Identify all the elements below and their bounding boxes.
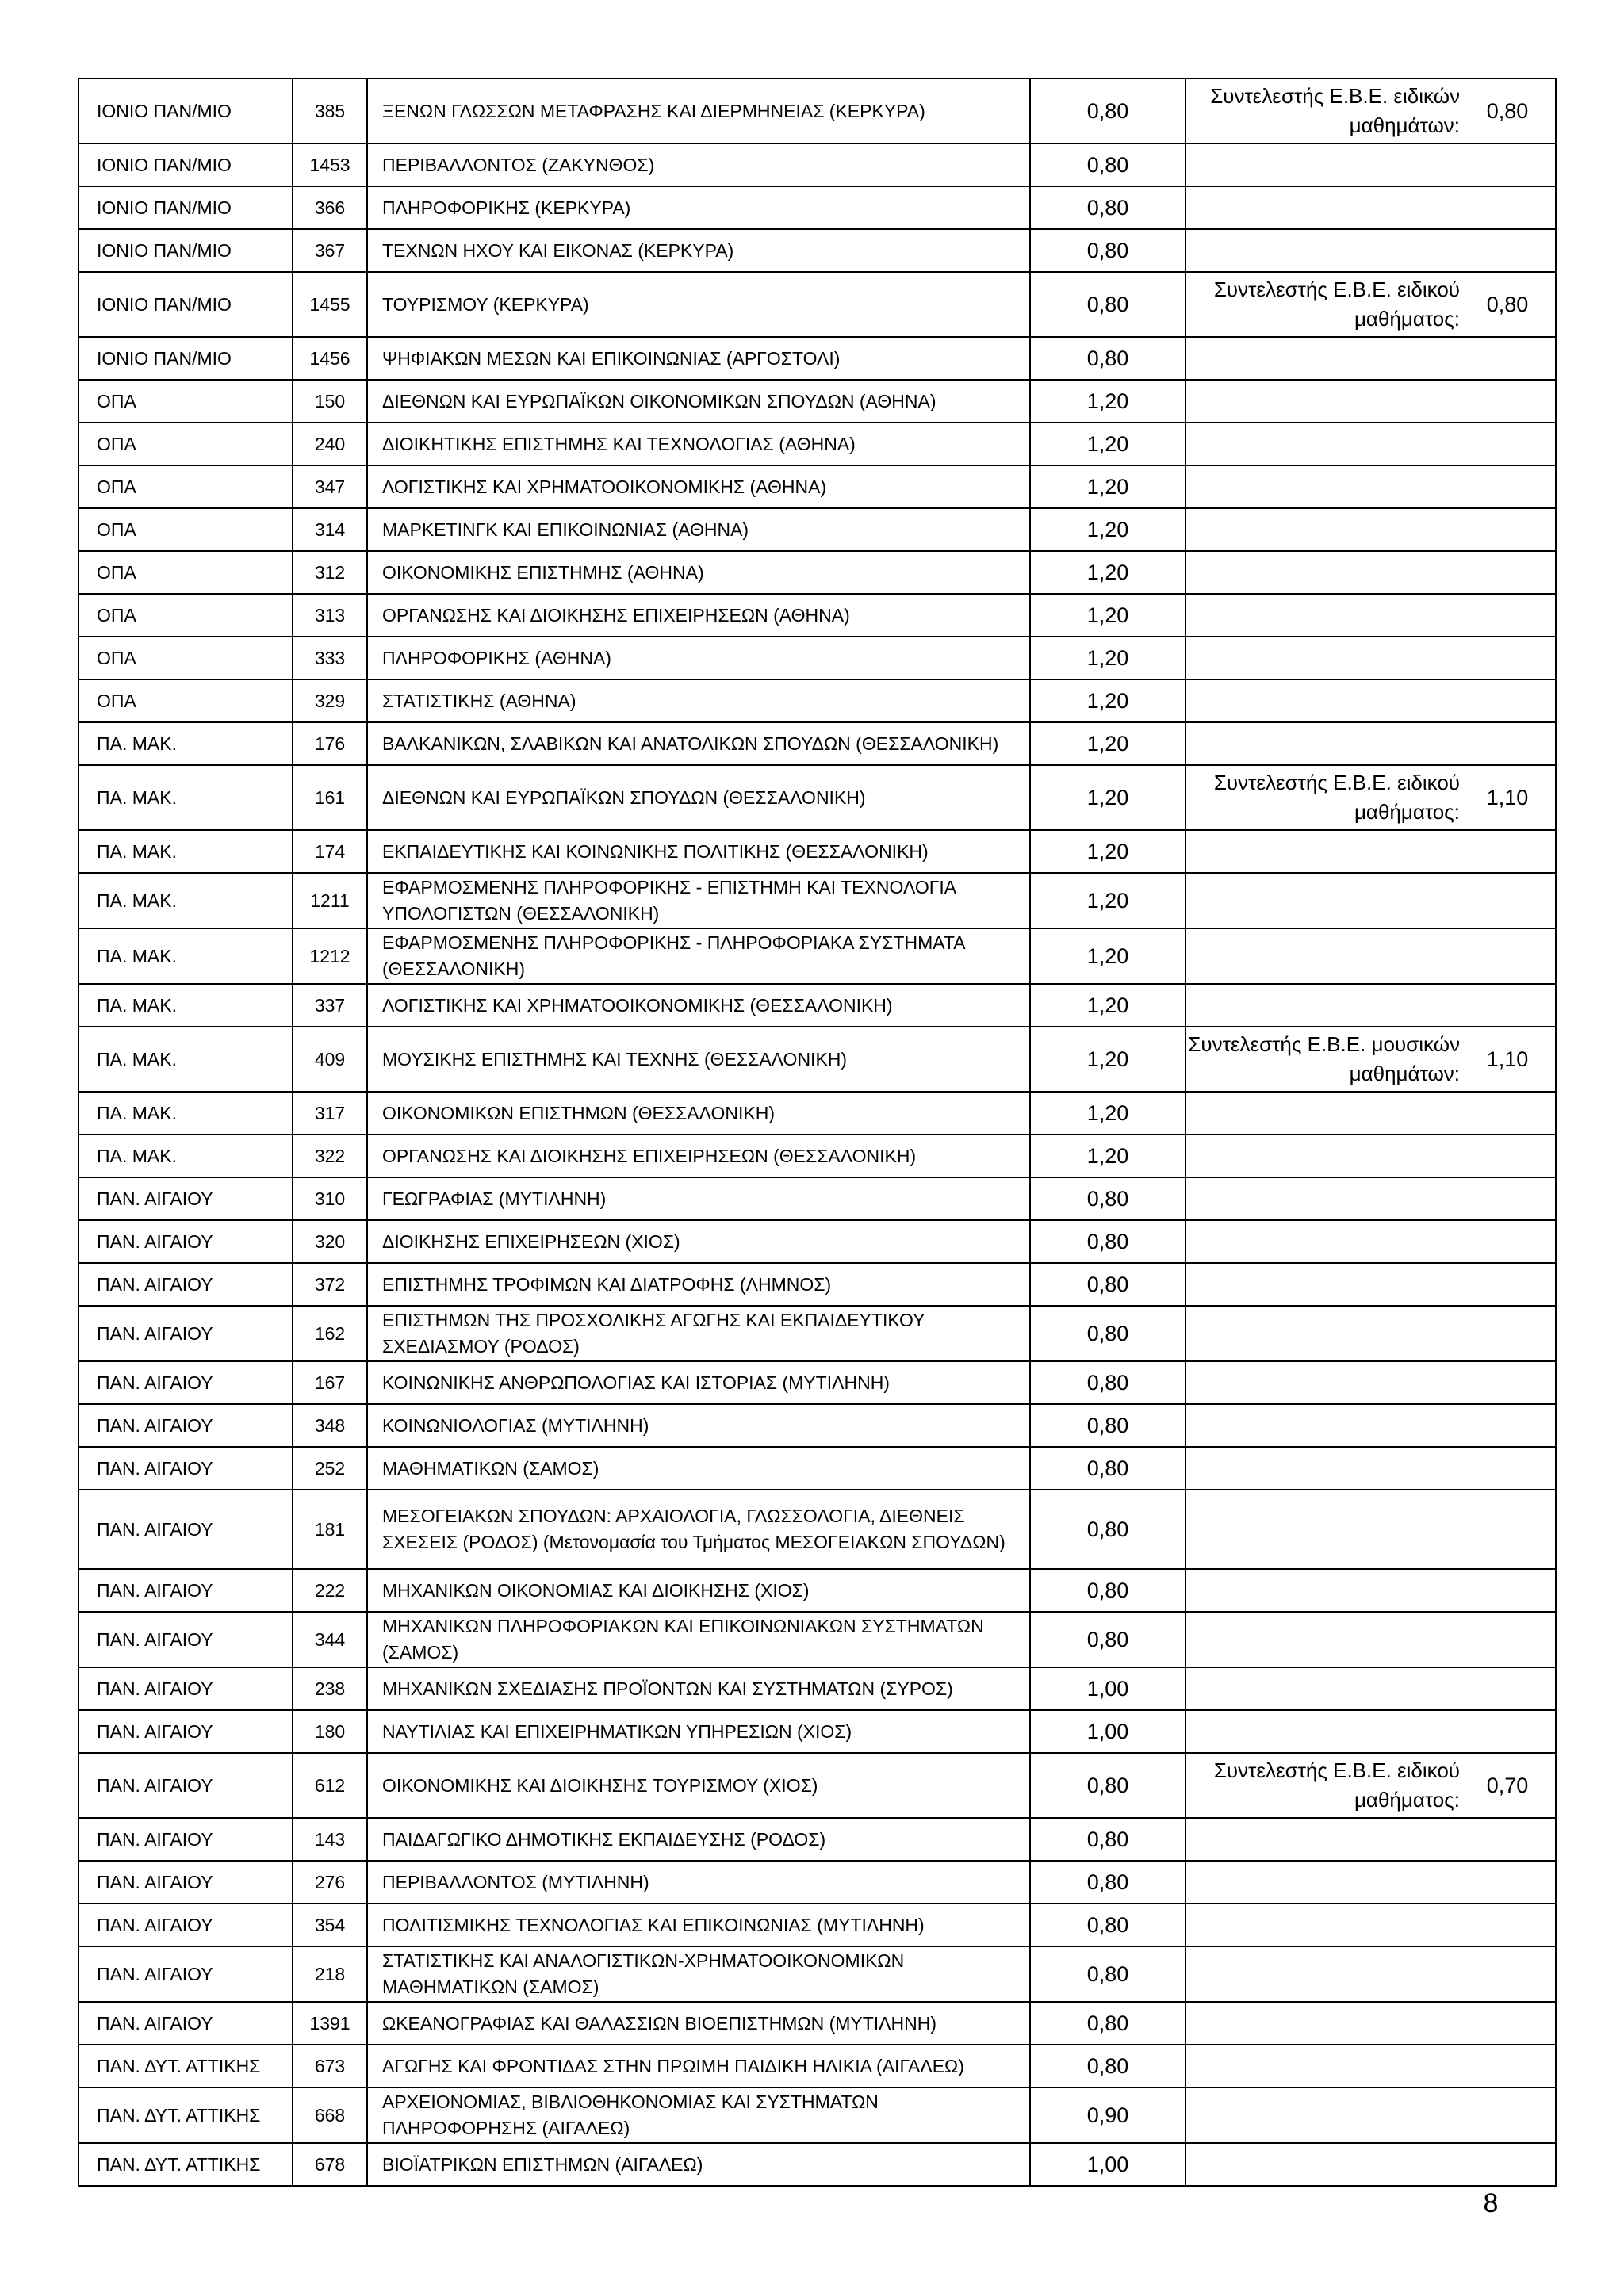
code-cell: 612 bbox=[293, 1753, 367, 1818]
note-label: Συντελεστής Ε.Β.Ε. ειδικού μαθήματος: bbox=[1213, 1758, 1460, 1812]
note-cell bbox=[1185, 873, 1556, 928]
code-cell: 367 bbox=[293, 229, 367, 272]
note-cell bbox=[1185, 229, 1556, 272]
note-value: 0,70 bbox=[1486, 1773, 1529, 1797]
department-cell: ΓΕΩΓΡΑΦΙΑΣ (ΜΥΤΙΛΗΝΗ) bbox=[367, 1177, 1030, 1220]
note-cell bbox=[1185, 1861, 1556, 1904]
table-row bbox=[79, 1220, 1556, 1263]
institution-cell: ΠΑΝ. ΔΥΤ. ΑΤΤΙΚΗΣ bbox=[79, 2087, 293, 2143]
coefficient-cell: 1,00 bbox=[1030, 1667, 1185, 1710]
note-cell bbox=[1185, 1569, 1556, 1612]
institution-cell: ΟΠΑ bbox=[79, 594, 293, 637]
department-cell: ΟΙΚΟΝΟΜΙΚΗΣ ΚΑΙ ΔΙΟΙΚΗΣΗΣ ΤΟΥΡΙΣΜΟΥ (ΧΙΟΣ) bbox=[367, 1753, 1030, 1818]
table-row bbox=[79, 1447, 1556, 1490]
code-cell: 143 bbox=[293, 1818, 367, 1861]
note-cell bbox=[1185, 2087, 1556, 2143]
institution-cell: ΠΑ. ΜΑΚ. bbox=[79, 873, 293, 928]
coefficient-cell: 1,20 bbox=[1030, 873, 1185, 928]
institution-cell: ΟΠΑ bbox=[79, 551, 293, 594]
note-label: Συντελεστής Ε.Β.Ε. ειδικών μαθημάτων: bbox=[1210, 84, 1460, 137]
note-value: 1,10 bbox=[1486, 785, 1529, 809]
table-row bbox=[79, 1361, 1556, 1404]
table-row bbox=[79, 551, 1556, 594]
code-cell: 329 bbox=[293, 679, 367, 722]
code-cell: 1211 bbox=[293, 873, 367, 928]
coefficient-cell: 0,80 bbox=[1030, 2045, 1185, 2087]
note-cell bbox=[1185, 186, 1556, 229]
code-cell: 668 bbox=[293, 2087, 367, 2143]
code-cell: 673 bbox=[293, 2045, 367, 2087]
department-cell: ΒΑΛΚΑΝΙΚΩΝ, ΣΛΑΒΙΚΩΝ ΚΑΙ ΑΝΑΤΟΛΙΚΩΝ ΣΠΟΥΔΩΝ (ΘΕΣΣΑΛΟΝΙΚΗ) bbox=[367, 722, 1030, 765]
note-content bbox=[1186, 275, 1555, 334]
note-content bbox=[1186, 768, 1555, 827]
institution-cell: ΟΠΑ bbox=[79, 465, 293, 508]
coefficient-cell: 1,00 bbox=[1030, 2143, 1185, 2186]
institution-cell: ΠΑ. ΜΑΚ. bbox=[79, 765, 293, 830]
table-row bbox=[79, 1612, 1556, 1667]
table-row bbox=[79, 984, 1556, 1027]
coefficient-cell: 0,80 bbox=[1030, 1447, 1185, 1490]
institution-cell: ΟΠΑ bbox=[79, 679, 293, 722]
coefficient-cell: 1,20 bbox=[1030, 830, 1185, 873]
code-cell: 238 bbox=[293, 1667, 367, 1710]
note-cell bbox=[1185, 1904, 1556, 1946]
coefficient-cell: 0,80 bbox=[1030, 1612, 1185, 1667]
note-cell bbox=[1185, 551, 1556, 594]
note-cell bbox=[1185, 1753, 1556, 1818]
note-cell bbox=[1185, 78, 1556, 144]
coefficient-cell: 0,80 bbox=[1030, 1263, 1185, 1306]
code-cell: 1453 bbox=[293, 144, 367, 186]
code-cell: 162 bbox=[293, 1306, 367, 1361]
institution-cell: ΙΟΝΙΟ ΠΑΝ/ΜΙΟ bbox=[79, 144, 293, 186]
coefficient-cell: 0,80 bbox=[1030, 1306, 1185, 1361]
note-value: 0,80 bbox=[1486, 98, 1529, 123]
department-cell: ΟΙΚΟΝΟΜΙΚΩΝ ΕΠΙΣΤΗΜΩΝ (ΘΕΣΣΑΛΟΝΙΚΗ) bbox=[367, 1092, 1030, 1135]
table-row bbox=[79, 1667, 1556, 1710]
coefficient-cell: 0,80 bbox=[1030, 272, 1185, 337]
table-row bbox=[79, 873, 1556, 928]
department-cell: ΜΗΧΑΝΙΚΩΝ ΟΙΚΟΝΟΜΙΑΣ ΚΑΙ ΔΙΟΙΚΗΣΗΣ (ΧΙΟΣ) bbox=[367, 1569, 1030, 1612]
institution-cell: ΠΑ. ΜΑΚ. bbox=[79, 1135, 293, 1177]
department-cell: ΜΑΘΗΜΑΤΙΚΩΝ (ΣΑΜΟΣ) bbox=[367, 1447, 1030, 1490]
table-row bbox=[79, 637, 1556, 679]
coefficient-cell: 0,80 bbox=[1030, 1904, 1185, 1946]
department-cell: ΠΕΡΙΒΑΛΛΟΝΤΟΣ (ΖΑΚΥΝΘΟΣ) bbox=[367, 144, 1030, 186]
department-cell: ΛΟΓΙΣΤΙΚΗΣ ΚΑΙ ΧΡΗΜΑΤΟΟΙΚΟΝΟΜΙΚΗΣ (ΘΕΣΣΑΛΟΝΙΚΗ) bbox=[367, 984, 1030, 1027]
table-row bbox=[79, 144, 1556, 186]
note-content bbox=[1186, 1756, 1555, 1815]
table-row bbox=[79, 1710, 1556, 1753]
code-cell: 409 bbox=[293, 1027, 367, 1092]
code-cell: 276 bbox=[293, 1861, 367, 1904]
note-cell bbox=[1185, 1306, 1556, 1361]
table-row bbox=[79, 1861, 1556, 1904]
coefficient-cell: 0,80 bbox=[1030, 186, 1185, 229]
department-cell: ΜΗΧΑΝΙΚΩΝ ΠΛΗΡΟΦΟΡΙΑΚΩΝ ΚΑΙ ΕΠΙΚΟΙΝΩΝΙΑΚΩΝ ΣΥΣΤΗΜΑΤΩΝ (ΣΑΜΟΣ) bbox=[367, 1612, 1030, 1667]
department-cell: ΠΑΙΔΑΓΩΓΙΚΟ ΔΗΜΟΤΙΚΗΣ ΕΚΠΑΙΔΕΥΣΗΣ (ΡΟΔΟΣ) bbox=[367, 1818, 1030, 1861]
table-row bbox=[79, 186, 1556, 229]
institution-cell: ΠΑΝ. ΑΙΓΑΙΟΥ bbox=[79, 1177, 293, 1220]
code-cell: 312 bbox=[293, 551, 367, 594]
department-cell: ΔΙΟΙΚΗΤΙΚΗΣ ΕΠΙΣΤΗΜΗΣ ΚΑΙ ΤΕΧΝΟΛΟΓΙΑΣ (ΑΘΗΝΑ) bbox=[367, 423, 1030, 465]
note-cell bbox=[1185, 1612, 1556, 1667]
coefficient-cell: 1,00 bbox=[1030, 1710, 1185, 1753]
note-cell bbox=[1185, 594, 1556, 637]
note-label: Συντελεστής Ε.Β.Ε. μουσικών μαθημάτων: bbox=[1188, 1032, 1460, 1085]
department-cell: ΕΦΑΡΜΟΣΜΕΝΗΣ ΠΛΗΡΟΦΟΡΙΚΗΣ - ΕΠΙΣΤΗΜΗ ΚΑΙ ΤΕΧΝΟΛΟΓΙΑ ΥΠΟΛΟΓΙΣΤΩΝ (ΘΕΣΣΑΛΟΝΙΚΗ) bbox=[367, 873, 1030, 928]
department-cell: ΑΡΧΕΙΟΝΟΜΙΑΣ, ΒΙΒΛΙΟΘΗΚΟΝΟΜΙΑΣ ΚΑΙ ΣΥΣΤΗΜΑΤΩΝ ΠΛΗΡΟΦΟΡΗΣΗΣ (ΑΙΓΑΛΕΩ) bbox=[367, 2087, 1030, 2143]
coefficient-cell: 1,20 bbox=[1030, 1092, 1185, 1135]
coefficient-cell: 0,80 bbox=[1030, 1569, 1185, 1612]
table-body bbox=[79, 78, 1556, 2186]
code-cell: 313 bbox=[293, 594, 367, 637]
coefficient-cell: 0,80 bbox=[1030, 229, 1185, 272]
institution-cell: ΠΑΝ. ΑΙΓΑΙΟΥ bbox=[79, 1569, 293, 1612]
department-cell: ΕΦΑΡΜΟΣΜΕΝΗΣ ΠΛΗΡΟΦΟΡΙΚΗΣ - ΠΛΗΡΟΦΟΡΙΑΚΑ ΣΥΣΤΗΜΑΤΑ (ΘΕΣΣΑΛΟΝΙΚΗ) bbox=[367, 928, 1030, 984]
institution-cell: ΠΑΝ. ΑΙΓΑΙΟΥ bbox=[79, 1306, 293, 1361]
note-cell bbox=[1185, 337, 1556, 380]
department-cell: ΟΡΓΑΝΩΣΗΣ ΚΑΙ ΔΙΟΙΚΗΣΗΣ ΕΠΙΧΕΙΡΗΣΕΩΝ (ΑΘΗΝΑ) bbox=[367, 594, 1030, 637]
department-cell: ΔΙΟΙΚΗΣΗΣ ΕΠΙΧΕΙΡΗΣΕΩΝ (ΧΙΟΣ) bbox=[367, 1220, 1030, 1263]
note-cell bbox=[1185, 1361, 1556, 1404]
note-cell bbox=[1185, 637, 1556, 679]
coefficient-cell: 0,80 bbox=[1030, 1861, 1185, 1904]
note-value: 0,80 bbox=[1486, 292, 1529, 316]
institution-cell: ΠΑ. ΜΑΚ. bbox=[79, 1092, 293, 1135]
note-cell bbox=[1185, 465, 1556, 508]
table-row bbox=[79, 272, 1556, 337]
table-row bbox=[79, 337, 1556, 380]
coefficient-cell: 1,20 bbox=[1030, 679, 1185, 722]
note-cell bbox=[1185, 2045, 1556, 2087]
department-cell: ΝΑΥΤΙΛΙΑΣ ΚΑΙ ΕΠΙΧΕΙΡΗΜΑΤΙΚΩΝ ΥΠΗΡΕΣΙΩΝ (ΧΙΟΣ) bbox=[367, 1710, 1030, 1753]
table-row bbox=[79, 508, 1556, 551]
coefficient-cell: 0,80 bbox=[1030, 78, 1185, 144]
code-cell: 320 bbox=[293, 1220, 367, 1263]
department-cell: ΔΙΕΘΝΩΝ ΚΑΙ ΕΥΡΩΠΑΪΚΩΝ ΟΙΚΟΝΟΜΙΚΩΝ ΣΠΟΥΔΩΝ (ΑΘΗΝΑ) bbox=[367, 380, 1030, 423]
coefficient-cell: 0,80 bbox=[1030, 1946, 1185, 2002]
coefficient-cell: 0,80 bbox=[1030, 1490, 1185, 1569]
department-cell: ΔΙΕΘΝΩΝ ΚΑΙ ΕΥΡΩΠΑΪΚΩΝ ΣΠΟΥΔΩΝ (ΘΕΣΣΑΛΟΝΙΚΗ) bbox=[367, 765, 1030, 830]
department-cell: ΠΛΗΡΟΦΟΡΙΚΗΣ (ΑΘΗΝΑ) bbox=[367, 637, 1030, 679]
coefficient-cell: 1,20 bbox=[1030, 551, 1185, 594]
code-cell: 240 bbox=[293, 423, 367, 465]
code-cell: 344 bbox=[293, 1612, 367, 1667]
department-cell: ΟΡΓΑΝΩΣΗΣ ΚΑΙ ΔΙΟΙΚΗΣΗΣ ΕΠΙΧΕΙΡΗΣΕΩΝ (ΘΕΣΣΑΛΟΝΙΚΗ) bbox=[367, 1135, 1030, 1177]
coefficient-cell: 0,80 bbox=[1030, 2002, 1185, 2045]
institution-cell: ΟΠΑ bbox=[79, 637, 293, 679]
coefficient-cell: 0,80 bbox=[1030, 1404, 1185, 1447]
table-row bbox=[79, 2045, 1556, 2087]
note-content bbox=[1186, 82, 1555, 140]
coefficient-cell: 1,20 bbox=[1030, 722, 1185, 765]
table-row bbox=[79, 1306, 1556, 1361]
note-cell bbox=[1185, 679, 1556, 722]
institution-cell: ΠΑΝ. ΑΙΓΑΙΟΥ bbox=[79, 1904, 293, 1946]
institution-cell: ΠΑΝ. ΑΙΓΑΙΟΥ bbox=[79, 1667, 293, 1710]
table-row bbox=[79, 928, 1556, 984]
institution-cell: ΙΟΝΙΟ ΠΑΝ/ΜΙΟ bbox=[79, 229, 293, 272]
table-row bbox=[79, 423, 1556, 465]
code-cell: 317 bbox=[293, 1092, 367, 1135]
department-cell: ΕΚΠΑΙΔΕΥΤΙΚΗΣ ΚΑΙ ΚΟΙΝΩΝΙΚΗΣ ΠΟΛΙΤΙΚΗΣ (ΘΕΣΣΑΛΟΝΙΚΗ) bbox=[367, 830, 1030, 873]
department-cell: ΚΟΙΝΩΝΙΟΛΟΓΙΑΣ (ΜΥΤΙΛΗΝΗ) bbox=[367, 1404, 1030, 1447]
code-cell: 322 bbox=[293, 1135, 367, 1177]
coefficient-cell: 1,20 bbox=[1030, 380, 1185, 423]
institution-cell: ΙΟΝΙΟ ΠΑΝ/ΜΙΟ bbox=[79, 78, 293, 144]
coefficient-cell: 0,80 bbox=[1030, 1361, 1185, 1404]
code-cell: 1456 bbox=[293, 337, 367, 380]
department-cell: ΣΤΑΤΙΣΤΙΚΗΣ (ΑΘΗΝΑ) bbox=[367, 679, 1030, 722]
note-cell bbox=[1185, 2002, 1556, 2045]
institution-cell: ΠΑΝ. ΑΙΓΑΙΟΥ bbox=[79, 1753, 293, 1818]
note-cell bbox=[1185, 272, 1556, 337]
coefficient-cell: 0,80 bbox=[1030, 1753, 1185, 1818]
department-cell: ΕΠΙΣΤΗΜΩΝ ΤΗΣ ΠΡΟΣΧΟΛΙΚΗΣ ΑΓΩΓΗΣ ΚΑΙ ΕΚΠΑΙΔΕΥΤΙΚΟΥ ΣΧΕΔΙΑΣΜΟΥ (ΡΟΔΟΣ) bbox=[367, 1306, 1030, 1361]
institution-cell: ΠΑΝ. ΑΙΓΑΙΟΥ bbox=[79, 1818, 293, 1861]
note-cell bbox=[1185, 1092, 1556, 1135]
institution-cell: ΠΑΝ. ΑΙΓΑΙΟΥ bbox=[79, 1220, 293, 1263]
department-cell: ΠΕΡΙΒΑΛΛΟΝΤΟΣ (ΜΥΤΙΛΗΝΗ) bbox=[367, 1861, 1030, 1904]
code-cell: 222 bbox=[293, 1569, 367, 1612]
coefficient-cell: 1,20 bbox=[1030, 508, 1185, 551]
department-cell: ΛΟΓΙΣΤΙΚΗΣ ΚΑΙ ΧΡΗΜΑΤΟΟΙΚΟΝΟΜΙΚΗΣ (ΑΘΗΝΑ) bbox=[367, 465, 1030, 508]
code-cell: 372 bbox=[293, 1263, 367, 1306]
code-cell: 385 bbox=[293, 78, 367, 144]
department-cell: ΜΕΣΟΓΕΙΑΚΩΝ ΣΠΟΥΔΩΝ: ΑΡΧΑΙΟΛΟΓΙΑ, ΓΛΩΣΣΟΛΟΓΙΑ, ΔΙΕΘΝΕΙΣ ΣΧΕΣΕΙΣ (ΡΟΔΟΣ) (Μετονομασία του Τμήματος ΜΕΣΟΓΕΙΑΚΩΝ ΣΠΟΥΔΩΝ) bbox=[367, 1490, 1030, 1569]
note-cell bbox=[1185, 722, 1556, 765]
coefficient-cell: 1,20 bbox=[1030, 765, 1185, 830]
note-cell bbox=[1185, 144, 1556, 186]
institution-cell: ΠΑΝ. ΑΙΓΑΙΟΥ bbox=[79, 1447, 293, 1490]
note-cell bbox=[1185, 830, 1556, 873]
table-row bbox=[79, 1135, 1556, 1177]
note-cell bbox=[1185, 1027, 1556, 1092]
department-cell: ΚΟΙΝΩΝΙΚΗΣ ΑΝΘΡΩΠΟΛΟΓΙΑΣ ΚΑΙ ΙΣΤΟΡΙΑΣ (ΜΥΤΙΛΗΝΗ) bbox=[367, 1361, 1030, 1404]
department-cell: ΜΑΡΚΕΤΙΝΓΚ ΚΑΙ ΕΠΙΚΟΙΝΩΝΙΑΣ (ΑΘΗΝΑ) bbox=[367, 508, 1030, 551]
code-cell: 174 bbox=[293, 830, 367, 873]
departments-table bbox=[78, 78, 1557, 2187]
institution-cell: ΠΑΝ. ΔΥΤ. ΑΤΤΙΚΗΣ bbox=[79, 2143, 293, 2186]
department-cell: ΞΕΝΩΝ ΓΛΩΣΣΩΝ ΜΕΤΑΦΡΑΣΗΣ ΚΑΙ ΔΙΕΡΜΗΝΕΙΑΣ (ΚΕΡΚΥΡΑ) bbox=[367, 78, 1030, 144]
institution-cell: ΠΑΝ. ΑΙΓΑΙΟΥ bbox=[79, 2002, 293, 2045]
department-cell: ΩΚΕΑΝΟΓΡΑΦΙΑΣ ΚΑΙ ΘΑΛΑΣΣΙΩΝ ΒΙΟΕΠΙΣΤΗΜΩΝ (ΜΥΤΙΛΗΝΗ) bbox=[367, 2002, 1030, 2045]
coefficient-cell: 0,80 bbox=[1030, 337, 1185, 380]
table-row bbox=[79, 765, 1556, 830]
coefficient-cell: 1,20 bbox=[1030, 423, 1185, 465]
code-cell: 354 bbox=[293, 1904, 367, 1946]
table-row bbox=[79, 594, 1556, 637]
department-cell: ΠΛΗΡΟΦΟΡΙΚΗΣ (ΚΕΡΚΥΡΑ) bbox=[367, 186, 1030, 229]
table-row bbox=[79, 1404, 1556, 1447]
table-row bbox=[79, 1490, 1556, 1569]
institution-cell: ΠΑ. ΜΑΚ. bbox=[79, 928, 293, 984]
coefficient-cell: 1,20 bbox=[1030, 637, 1185, 679]
note-cell bbox=[1185, 1263, 1556, 1306]
department-cell: ΕΠΙΣΤΗΜΗΣ ΤΡΟΦΙΜΩΝ ΚΑΙ ΔΙΑΤΡΟΦΗΣ (ΛΗΜΝΟΣ) bbox=[367, 1263, 1030, 1306]
note-cell bbox=[1185, 2143, 1556, 2186]
table-row bbox=[79, 1177, 1556, 1220]
institution-cell: ΠΑΝ. ΑΙΓΑΙΟΥ bbox=[79, 1946, 293, 2002]
note-cell bbox=[1185, 1447, 1556, 1490]
coefficient-cell: 1,20 bbox=[1030, 1135, 1185, 1177]
note-content bbox=[1186, 1030, 1555, 1089]
institution-cell: ΠΑ. ΜΑΚ. bbox=[79, 984, 293, 1027]
institution-cell: ΟΠΑ bbox=[79, 423, 293, 465]
code-cell: 176 bbox=[293, 722, 367, 765]
note-cell bbox=[1185, 1135, 1556, 1177]
coefficient-cell: 1,20 bbox=[1030, 465, 1185, 508]
code-cell: 252 bbox=[293, 1447, 367, 1490]
table-row bbox=[79, 1753, 1556, 1818]
department-cell: ΜΗΧΑΝΙΚΩΝ ΣΧΕΔΙΑΣΗΣ ΠΡΟΪΟΝΤΩΝ ΚΑΙ ΣΥΣΤΗΜΑΤΩΝ (ΣΥΡΟΣ) bbox=[367, 1667, 1030, 1710]
code-cell: 678 bbox=[293, 2143, 367, 2186]
table-row bbox=[79, 380, 1556, 423]
note-cell bbox=[1185, 380, 1556, 423]
table-row bbox=[79, 2087, 1556, 2143]
department-cell: ΤΕΧΝΩΝ ΗΧΟΥ ΚΑΙ ΕΙΚΟΝΑΣ (ΚΕΡΚΥΡΑ) bbox=[367, 229, 1030, 272]
note-cell bbox=[1185, 1818, 1556, 1861]
department-cell: ΜΟΥΣΙΚΗΣ ΕΠΙΣΤΗΜΗΣ ΚΑΙ ΤΕΧΝΗΣ (ΘΕΣΣΑΛΟΝΙΚΗ) bbox=[367, 1027, 1030, 1092]
table-row bbox=[79, 1946, 1556, 2002]
code-cell: 337 bbox=[293, 984, 367, 1027]
code-cell: 218 bbox=[293, 1946, 367, 2002]
table-row bbox=[79, 2002, 1556, 2045]
note-cell bbox=[1185, 1177, 1556, 1220]
institution-cell: ΠΑΝ. ΑΙΓΑΙΟΥ bbox=[79, 1404, 293, 1447]
code-cell: 150 bbox=[293, 380, 367, 423]
note-label: Συντελεστής Ε.Β.Ε. ειδικού μαθήματος: bbox=[1213, 277, 1460, 331]
table-row bbox=[79, 1092, 1556, 1135]
institution-cell: ΠΑ. ΜΑΚ. bbox=[79, 1027, 293, 1092]
department-cell: ΨΗΦΙΑΚΩΝ ΜΕΣΩΝ ΚΑΙ ΕΠΙΚΟΙΝΩΝΙΑΣ (ΑΡΓΟΣΤΟΛΙ) bbox=[367, 337, 1030, 380]
institution-cell: ΠΑΝ. ΑΙΓΑΙΟΥ bbox=[79, 1490, 293, 1569]
institution-cell: ΙΟΝΙΟ ΠΑΝ/ΜΙΟ bbox=[79, 337, 293, 380]
institution-cell: ΠΑΝ. ΑΙΓΑΙΟΥ bbox=[79, 1861, 293, 1904]
coefficient-cell: 0,80 bbox=[1030, 1220, 1185, 1263]
code-cell: 161 bbox=[293, 765, 367, 830]
note-cell bbox=[1185, 1404, 1556, 1447]
institution-cell: ΟΠΑ bbox=[79, 508, 293, 551]
institution-cell: ΠΑΝ. ΑΙΓΑΙΟΥ bbox=[79, 1263, 293, 1306]
institution-cell: ΠΑΝ. ΔΥΤ. ΑΤΤΙΚΗΣ bbox=[79, 2045, 293, 2087]
department-cell: ΠΟΛΙΤΙΣΜΙΚΗΣ ΤΕΧΝΟΛΟΓΙΑΣ ΚΑΙ ΕΠΙΚΟΙΝΩΝΙΑΣ (ΜΥΤΙΛΗΝΗ) bbox=[367, 1904, 1030, 1946]
code-cell: 180 bbox=[293, 1710, 367, 1753]
note-label: Συντελεστής Ε.Β.Ε. ειδικού μαθήματος: bbox=[1213, 771, 1460, 824]
table-row bbox=[79, 679, 1556, 722]
code-cell: 366 bbox=[293, 186, 367, 229]
coefficient-cell: 0,80 bbox=[1030, 144, 1185, 186]
table-row bbox=[79, 229, 1556, 272]
code-cell: 347 bbox=[293, 465, 367, 508]
code-cell: 348 bbox=[293, 1404, 367, 1447]
note-cell bbox=[1185, 1667, 1556, 1710]
table-row bbox=[79, 1263, 1556, 1306]
coefficient-cell: 1,20 bbox=[1030, 984, 1185, 1027]
institution-cell: ΙΟΝΙΟ ΠΑΝ/ΜΙΟ bbox=[79, 272, 293, 337]
note-cell bbox=[1185, 1946, 1556, 2002]
note-value: 1,10 bbox=[1486, 1047, 1529, 1071]
code-cell: 181 bbox=[293, 1490, 367, 1569]
note-cell bbox=[1185, 984, 1556, 1027]
coefficient-cell: 1,20 bbox=[1030, 1027, 1185, 1092]
note-cell bbox=[1185, 1490, 1556, 1569]
code-cell: 1455 bbox=[293, 272, 367, 337]
table-row bbox=[79, 830, 1556, 873]
coefficient-cell: 0,80 bbox=[1030, 1818, 1185, 1861]
code-cell: 314 bbox=[293, 508, 367, 551]
institution-cell: ΠΑΝ. ΑΙΓΑΙΟΥ bbox=[79, 1612, 293, 1667]
institution-cell: ΠΑ. ΜΑΚ. bbox=[79, 830, 293, 873]
table-row bbox=[79, 465, 1556, 508]
code-cell: 333 bbox=[293, 637, 367, 679]
institution-cell: ΟΠΑ bbox=[79, 380, 293, 423]
table-row bbox=[79, 1027, 1556, 1092]
code-cell: 310 bbox=[293, 1177, 367, 1220]
note-cell bbox=[1185, 765, 1556, 830]
coefficient-cell: 1,20 bbox=[1030, 928, 1185, 984]
institution-cell: ΠΑΝ. ΑΙΓΑΙΟΥ bbox=[79, 1710, 293, 1753]
table-row bbox=[79, 1818, 1556, 1861]
note-cell bbox=[1185, 1710, 1556, 1753]
code-cell: 1391 bbox=[293, 2002, 367, 2045]
institution-cell: ΠΑ. ΜΑΚ. bbox=[79, 722, 293, 765]
department-cell: ΑΓΩΓΗΣ ΚΑΙ ΦΡΟΝΤΙΔΑΣ ΣΤΗΝ ΠΡΩΙΜΗ ΠΑΙΔΙΚΗ ΗΛΙΚΙΑ (ΑΙΓΑΛΕΩ) bbox=[367, 2045, 1030, 2087]
note-cell bbox=[1185, 928, 1556, 984]
department-cell: ΤΟΥΡΙΣΜΟΥ (ΚΕΡΚΥΡΑ) bbox=[367, 272, 1030, 337]
coefficient-cell: 0,90 bbox=[1030, 2087, 1185, 2143]
table-row bbox=[79, 78, 1556, 144]
code-cell: 1212 bbox=[293, 928, 367, 984]
table-row bbox=[79, 722, 1556, 765]
department-cell: ΣΤΑΤΙΣΤΙΚΗΣ ΚΑΙ ΑΝΑΛΟΓΙΣΤΙΚΩΝ-ΧΡΗΜΑΤΟΟΙΚΟΝΟΜΙΚΩΝ ΜΑΘΗΜΑΤΙΚΩΝ (ΣΑΜΟΣ) bbox=[367, 1946, 1030, 2002]
department-cell: ΒΙΟΪΑΤΡΙΚΩΝ ΕΠΙΣΤΗΜΩΝ (ΑΙΓΑΛΕΩ) bbox=[367, 2143, 1030, 2186]
code-cell: 167 bbox=[293, 1361, 367, 1404]
coefficient-cell: 1,20 bbox=[1030, 594, 1185, 637]
table-row bbox=[79, 1904, 1556, 1946]
note-cell bbox=[1185, 1220, 1556, 1263]
note-cell bbox=[1185, 423, 1556, 465]
department-cell: ΟΙΚΟΝΟΜΙΚΗΣ ΕΠΙΣΤΗΜΗΣ (ΑΘΗΝΑ) bbox=[367, 551, 1030, 594]
page-number: 8 bbox=[1483, 2188, 1499, 2218]
coefficient-cell: 0,80 bbox=[1030, 1177, 1185, 1220]
table-row bbox=[79, 2143, 1556, 2186]
note-cell bbox=[1185, 508, 1556, 551]
table-row bbox=[79, 1569, 1556, 1612]
institution-cell: ΠΑΝ. ΑΙΓΑΙΟΥ bbox=[79, 1361, 293, 1404]
institution-cell: ΙΟΝΙΟ ΠΑΝ/ΜΙΟ bbox=[79, 186, 293, 229]
